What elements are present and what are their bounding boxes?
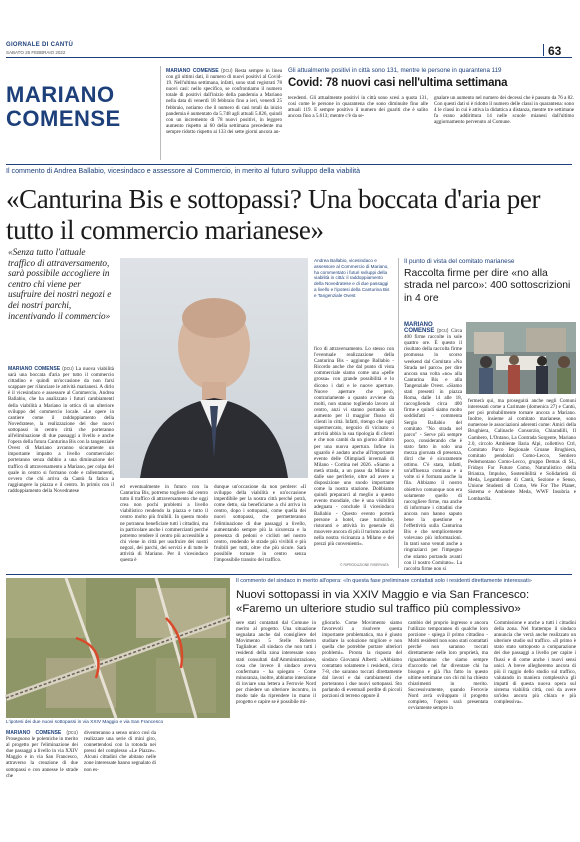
main-col4: fico di attraversamento. Lo stesso con l'eventuale realizzazione della Canturina Bis - aggiunge Ballabio - Ricordo anche che dal punto di vista commerciale siamo come una «pelle grossa» con grande possibilità e lo dicono i dati e le nuove aperture. Nuove aperture che però, contrariamente a quanto avviene da molti, non stanno togliendo lavoro al centro, anzi vi stanno portando un aumento per il maggior flusso di clienti in città. Infatti, ritengo che ogni supermercato, negozio di vicinato o attività abbia la sua tipologia di clienti e che non cambi da un giorno all'altro per una nuova apertura. Infine in sguardo è andato anche all'importante evento delle Olimpiadi invernali di Milano - Cortina nel 2026. «Siamo a metà strada, a un passo da Milano e dalle sue periferie, oltre ad avere a disposizione uno snodo importante come la nostra stazione. Dobbiamo quindi prepararci al meglio a questo evento mondiale, che è una visibilità adeguata - conclude il vicesindaco Ballabio - Questo evento porterà persone a hotel, case turistiche, ristoranti e attività in generale di muovere ancora di più il turismo anche nella nostra vicinanza a Milano e dei prezzi più convenienti». — [314, 346, 394, 547]
covid-body-left: tecedenti. Gli attualmente positivi in città sono scesi a quota 131, così come le persone in quarantena che sono diminuite fino alle attuali 119. E sempre positivo il numero dei guariti che è salito ancora fino a 5.613; mentre c'è da se- — [288, 95, 428, 120]
covid-headline: Covid: 78 nuovi casi nell'ultima settimana — [288, 77, 508, 89]
committee-col1 — [404, 322, 462, 572]
main-headline: «Canturina Bis e sottopassi? Una boccata d'aria per tutto il commercio marianese» — [6, 184, 541, 245]
main-byline-tag: (pcu) — [62, 366, 74, 372]
underpass-col2: diventeranno a senso unico così da realizzare una serie di mini giro, connettendosi con la rotonda nei pressi del complesso «Le Piazze». Alcuni cittadini che abitano nelle zone interessate hanno segnalato di non es- — [84, 730, 156, 773]
underpass-byline: MARIANO COMENSE — [6, 730, 62, 736]
masthead-date: SABATO 26 FEBBRAIO 2022 — [6, 50, 66, 55]
main-pullquote: «Senza tutto l'attuale traffico di attraversamento, sarà possibile accogliere in centro chi viene per usufruire dei nostri negozi e dei nostri parchi, incentivando il commercio» — [8, 247, 112, 321]
underpass-col6: Commissione e anche a tutti i cittadini della zona. Nel frattempo il sindaco annuncia che verrà anche realizzato un ulteriore studio sul traffico. «Il primo è stato stato sottoposto a comparazione dei due passaggi a livello per capire i flussi e di come anche i nuovi sensi unici. A breve allegheremo ancora di più il raggio dello studio sul traffico, valutando in maniera complessiva gli impatti di questa nuova opera sul sistema viabilità città, così da avere un'idea ancora più chiara e più complessiva». — [494, 620, 576, 706]
main-col1 — [8, 366, 114, 566]
portrait-caption: Andrea Ballabio, vicesindaco e assessore al Commercio di Mariano, ha commentato i futuri sviluppi della viabilità in città: il raddoppiamento della Novedratese e di due passaggi a livello e l'ipotesi della Canturina Bis e Tangenziale Ovest — [314, 258, 390, 298]
committee-kicker: Il punto di vista del comitato marianese — [404, 258, 515, 265]
page-number: 63 — [548, 44, 562, 58]
underpass-col4: gliorarlo. Come Movimento siamo favorevoli a risolvere questa importante problematica, ma è giusto studiare la soluzione migliore e non quella che potrebbe portare ulteriori problemi». Pronta la risposta del sindaco Giovanni Alberti: «Abbiamo contattato solamente i residenti, circa 7-8, che saranno toccati direttamente dal lavori e dai cambiamenti che porteranno i due nuovi sottopassi. Sto parlando di eventuali perdite di piccoli porzioni di terreno oppure il — [322, 620, 402, 700]
underpass-col1-text: Proseguono le polemiche in merito al progetto per l'eliminazione dei due passaggi a livello in via XXIV Maggio e in via San Francesco, attraverso la creazione di due sottopassi e con annesse le strade che — [6, 736, 78, 779]
main-credit: © RIPRODUZIONE RISERVATA — [340, 563, 389, 567]
portrait-photo — [120, 258, 308, 478]
underpass-headline: Nuovi sottopassi in via XXIV Maggio e via San Francesco: «Faremo un ulteriore studio sul traffico più complessivo» — [236, 589, 530, 615]
column-divider — [398, 258, 399, 568]
section-separator-1 — [6, 164, 572, 165]
underpass-col3: sere stati contattati dal Comune in merito al progetto. Una situazione segnalata anche dal consigliere del Movimento 5 Stelle Roberto Tagliabue: «Il sindaco che non tutti i residenti della zona interessate sono stati consultati dall'Amministrazione, cosa che invece il sindaco aveva confermato - ha spiegato - Come minoranza, inoltre, abbiamo intenzione di inviare una lettera a Ferrovie Nord per chiedere un ulteriore incontro, in modo tale da riprendere in mano il progetto e capire se è possibile mi- — [236, 620, 316, 706]
main-kicker: Il commento di Andrea Ballabio, vicesindaco e assessore al Commercio, in merito al futuro sviluppo della viabilità — [6, 167, 361, 175]
committee-col1-text: Circa 400 firme raccolte in sole quattro ore. È questo il risultato della raccolta firme promossa lo scorso weekend dal Comitato «No Strada nel parco» per dire ancora una volta «no» alla Canturina Bis e alla Tangenziale Ovest. «Siamo stati presenti in piazza Roma, dalle 14 alle 18, raccogliendo circa 400 firme e quindi siamo molto soddisfatti - commenta Sergio Ballabio del comitato "No strada nel parco" - Serve più sempre poco, considerando che è stato fatto in solo una mezza giornata di presenza, dirci che è sicuramente ottimo. C'è stata, infatti, un'affluenza continua e a volte si è formata anche la fila. Abbiamo il nostro obiettivo comunque non era solamente quello di raccogliere firme, ma anche di informare i cittadini che ancora non hanno saputo bene la questione e l'effettività sulla Canturina Bis e che semplicemente volevano più informazioni. In tanti sono venuti anche a ringraziarci per l'impegno che stiamo portando avanti con il nostro Comitato». La raccolta firme non si — [404, 328, 462, 572]
main-byline: MARIANO COMENSE — [8, 366, 61, 372]
underpass-col1 — [6, 730, 78, 838]
masthead-rule — [6, 57, 572, 58]
section-divider — [160, 66, 161, 160]
committee-headline: Raccolta firme per dire «no alla strada nel parco»: 400 sottoscrizioni in 4 ore — [404, 268, 571, 304]
covid-lead — [166, 68, 282, 164]
masthead-paper: GIORNALE DI CANTÙ — [6, 42, 74, 48]
covid-byline-tag: (pcu) — [220, 68, 233, 74]
committee-col2: fermerà qui, ma proseguirà anche negli Comuni interessati come a Carimate (domenica 27) e Cantù, per poi probabilmente tornare ancora a Mariano. Inoltre, insieme al comitato marianese, sono numerose le associazioni aderenti come: Amici della Brughiera, Calinacle Consorzio, Chiaradilli, Il Gambero, L'Ontano, La Contrada Sorgente, Mariano 2.0, circolo Ambiente Ilaria Alpi, collettivo Ctrl, Comitato Parco Regionale Groane Brughiera, comitato pendolari Como-Lecco, Sentiero Pedemontano Como-Lecco, gruppo Demas di SL, Fridays For Future Como, Naturalistico della Brianza, Impulso, Sostenibilità e Solidarietà di Meda, Legambiente di Cantù, Sezione e Senso, Unione Studenti di Como, We For The Planet, Sistema e Ambiente Meda, WWF Insubria e Lombardia. — [468, 398, 576, 502]
committee-byline-tag: (pcu) — [436, 328, 449, 335]
covid-byline: MARIANO COMENSE — [166, 68, 219, 74]
covid-lead-text: Resta sempre in linea con gli ultimi dati, il numero di nuovi positivi al Covid-19. Nell'ultima settimana, infatti, sono stati registrati 78 nuovi casi: nello specifico, se confrontiamo il numero totale di positivi dall'inizio della pandemia a Mariano nella data di venerdì 18 febbraio fino a ieri, venerdì 25 febbraio, notiamo che il numero di casi totali da inizio pandemia è aumentato da 5.748 agli attuali 5.826, quindi con un incremento di 78 nuovi positivi, in leggero aumento rispetto ai 60 della settimana precedente ma sempre ridotto rispetto ai 133 dei sette giorni ancora an- — [166, 68, 282, 135]
section-separator-2 — [6, 574, 572, 575]
petition-photo — [466, 322, 576, 394]
covid-kicker: Gli attualmente positivi in città sono 131, mentre le persone in quarantena 119 — [288, 67, 502, 74]
page-number-divider — [543, 44, 544, 56]
main-col3: dunque un'occasione da non perdere: «Il sviluppo della viabilità e un'occasione imperdibile per la nostra città perché potrà, come detto, sia beneficiarne a chi arriva in centro, dopo i sottopassi, come quella dei nuovi sottopassi, che permetteranno l'eliminazione di due passaggi a livello, aumentando sempre più la sicurezza e la presenza di pedoni e ciclisti nel nostro centro, rendendo le strade più vivibili e più fruibili per tutti, oltre che più sicure. Sarà possibile tornare in centro senza l'impossibile transito del traffico. — [214, 484, 306, 564]
committee-byline: MARIANO COMENSE — [404, 322, 435, 335]
underpass-kicker: Il commento del sindaco in merito all'opera: «In questa fase preliminare contattati solo i residenti direttamente interessati» — [236, 578, 532, 584]
aerial-map — [6, 578, 230, 718]
underpass-col5: cambio del proprio ingresso o ancora l'utilizzo temporaneo di qualche loro porzione - spiega il primo cittadino - Molti residenti non sono stati contattati perché non saranno toccati direttamente nelle loro proprietà, ma riguarderanno che siamo sempre d'accordo nel far diventare chi ha bisogno e già l'ha fatto in questo ultime settimane con chi mi ha chiesto chiarimenti in merito. Successivamente, quando Ferrovie Nord avrà sviluppato il progetto completo, l'opera sarà presentata ovviamente sempre in — [408, 620, 488, 712]
main-col1-text: La nuova viabilità sarà una boccata d'aria per tutto il commercio cittadino e quindi un'occasione da non farsi scappare per rilanciare le attività marianesi. A dirlo è il vicesindaco e assessore al Commercio, Andrea Ballabio, che ha analizzato i futuri cambiamenti della viabilità a Mariano in ottica di un ulteriore sviluppo del commercio locale. «Le opere in cantiere come il raddoppiamento della Novedratese, la realizzazione dei due nuovi sottopassi in centro città che porteranno all'eliminazione di due passaggi a livello e anche l'opera della futura Canturina Bis con la tangenziale Ovest di Mariano avranno sicuramente un importante impatto a livello commerciale: porteranno senza dubbio a una diminuzione del traffico di attraversamento a Mariano, per colpa del quale in centro si formano code e rallentamenti, ovvero che chi arriva da Cantù fa fatica a raggiungere la piazza e il centro. In primis con il raddoppiamento della Novedratese — [8, 366, 114, 494]
covid-body-right: gnalare un aumento nel numero dei decessi che è passato da 76 a 82. Con questi dati si è ridotto il numero delle classi in quarantena: sono 4 le classi in cui è attiva la didattica a distanza, mentre tre settimane fa erano addirittura 14 nelle scuole mianesi dall'ultimo aggiornamento pervenuto al Comune. — [434, 95, 574, 126]
main-col2: ed eventualmente in futuro con la Canturina Bis, potremo togliere dal centro tutto il traffico di attraversamento che oggi crea non pochi problemi a livello viabilistico rendendo la piazza e tutto il centro molto più fruibili. In questo modo ne potranno beneficiare tutti i cittadini, ma in particolare anche i commercianti perché potremo rendere il centro più accessibile a chi viene in città per usufruire dei nostri negozi, dei parchi, dei servizi e di tutte le attività di Mariano. Per il vicesindaco questa è — [120, 484, 208, 564]
section-title-line1: MARIANO — [6, 82, 115, 107]
map-caption: L'ipotesi dei due nuovi sottopassi in via XXIV Maggio e via San Francesco — [6, 720, 164, 725]
section-title-line2: COMENSE — [6, 106, 121, 131]
underpass-byline-tag: (pcu) — [66, 730, 78, 736]
